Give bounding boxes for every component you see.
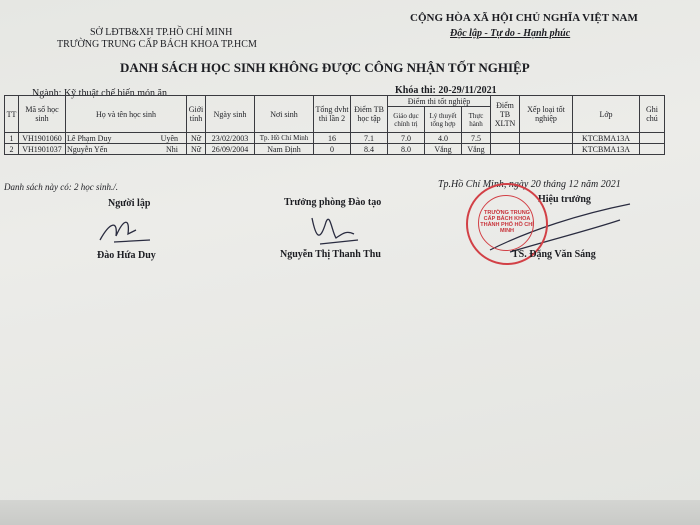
summary-text: Danh sách này có: 2 học sinh./.	[4, 182, 118, 192]
major-label: Ngành: Kỹ thuật chế biến món ăn	[32, 88, 167, 99]
cell-first-name: Uyên	[138, 133, 187, 144]
cell-credits: 0	[314, 144, 351, 155]
cell-first-name: Nhi	[138, 144, 187, 155]
cell-note	[640, 144, 665, 155]
cell-dob: 26/09/2004	[206, 144, 255, 155]
col-class: Lớp	[573, 96, 640, 133]
principal-name: TS. Đặng Văn Sáng	[512, 249, 596, 260]
cell-rank	[520, 133, 573, 144]
cell-practice: 7.5	[462, 133, 491, 144]
cell-dob: 23/02/2003	[206, 133, 255, 144]
col-id: Mã số học sinh	[19, 96, 66, 133]
cell-theory: Vắng	[425, 144, 462, 155]
col-practice: Thực hành	[462, 107, 491, 133]
col-name: Họ và tên học sinh	[66, 96, 187, 133]
cell-id: VH1901037	[19, 144, 66, 155]
motto: Độc lập - Tự do - Hạnh phúc	[450, 28, 571, 39]
document-title: DANH SÁCH HỌC SINH KHÔNG ĐƯỢC CÔNG NHẬN TỐT NGHIỆP	[120, 60, 530, 75]
student-table	[4, 95, 665, 155]
principal-role: Hiệu trưởng	[538, 194, 591, 205]
dept-name: SỞ LĐTB&XH TP.HỒ CHÍ MINH	[90, 27, 233, 38]
school-name: TRƯỜNG TRUNG CẤP BÁCH KHOA TP.HCM	[57, 39, 257, 50]
cell-class: KTCBMA13A	[573, 144, 640, 155]
cell-last-name: Lê Phạm Duy	[66, 133, 139, 144]
preparer-role: Người lập	[108, 198, 151, 209]
cell-note	[640, 133, 665, 144]
cell-avg	[491, 133, 520, 144]
cell-politics: 8.0	[388, 144, 425, 155]
table-row	[5, 144, 665, 155]
col-avg: Điểm TB XLTN	[491, 96, 520, 133]
cell-birthplace: Tp. Hồ Chí Minh	[255, 133, 314, 144]
cell-avg	[491, 144, 520, 155]
col-gender: Giới tính	[187, 96, 206, 133]
cell-tt: 1	[5, 133, 19, 144]
signing-date: Tp.Hồ Chí Minh, ngày 20 tháng 12 năm 2021	[438, 179, 621, 190]
seal-text: TRƯỜNG TRUNG CẤP BÁCH KHOA THÀNH PHỐ HỒ CHÍ MINH	[480, 210, 534, 234]
col-dob: Ngày sinh	[206, 96, 255, 133]
cell-credits: 16	[314, 133, 351, 144]
cell-politics: 7.0	[388, 133, 425, 144]
col-politics: Giáo dục chính trị	[388, 107, 425, 133]
cell-id: VH1901060	[19, 133, 66, 144]
preparer-signature-icon	[96, 212, 156, 248]
cell-practice: Vắng	[462, 144, 491, 155]
training-signature-icon	[306, 208, 366, 248]
cell-birthplace: Nam Định	[255, 144, 314, 155]
cell-gpa: 8.4	[351, 144, 388, 155]
table-row	[5, 133, 665, 144]
col-theory: Lý thuyết tổng hợp	[425, 107, 462, 133]
cell-gender: Nữ	[187, 144, 206, 155]
col-gpa: Điểm TB học tập	[351, 96, 388, 133]
cell-class: KTCBMA13A	[573, 133, 640, 144]
country-name: CỘNG HÒA XÃ HỘI CHỦ NGHĨA VIỆT NAM	[410, 12, 638, 24]
col-tt: TT	[5, 96, 19, 133]
col-credits: Tổng dvht thi lần 2	[314, 96, 351, 133]
training-name: Nguyễn Thị Thanh Thu	[280, 249, 381, 260]
col-birthplace: Nơi sinh	[255, 96, 314, 133]
training-role: Trưởng phòng Đào tạo	[284, 197, 382, 208]
page-edge	[0, 500, 700, 525]
col-rank: Xếp loại tốt nghiệp	[520, 96, 573, 133]
col-note: Ghi chú	[640, 96, 665, 133]
cell-rank	[520, 144, 573, 155]
exam-period: Khóa thi: 20-29/11/2021	[395, 85, 497, 96]
col-exam-group: Điểm thi tốt nghiệp	[388, 96, 491, 107]
cell-theory: 4.0	[425, 133, 462, 144]
cell-tt: 2	[5, 144, 19, 155]
cell-gender: Nữ	[187, 133, 206, 144]
cell-last-name: Nguyễn Yến	[66, 144, 139, 155]
cell-gpa: 7.1	[351, 133, 388, 144]
preparer-name: Đào Hứa Duy	[97, 250, 156, 261]
